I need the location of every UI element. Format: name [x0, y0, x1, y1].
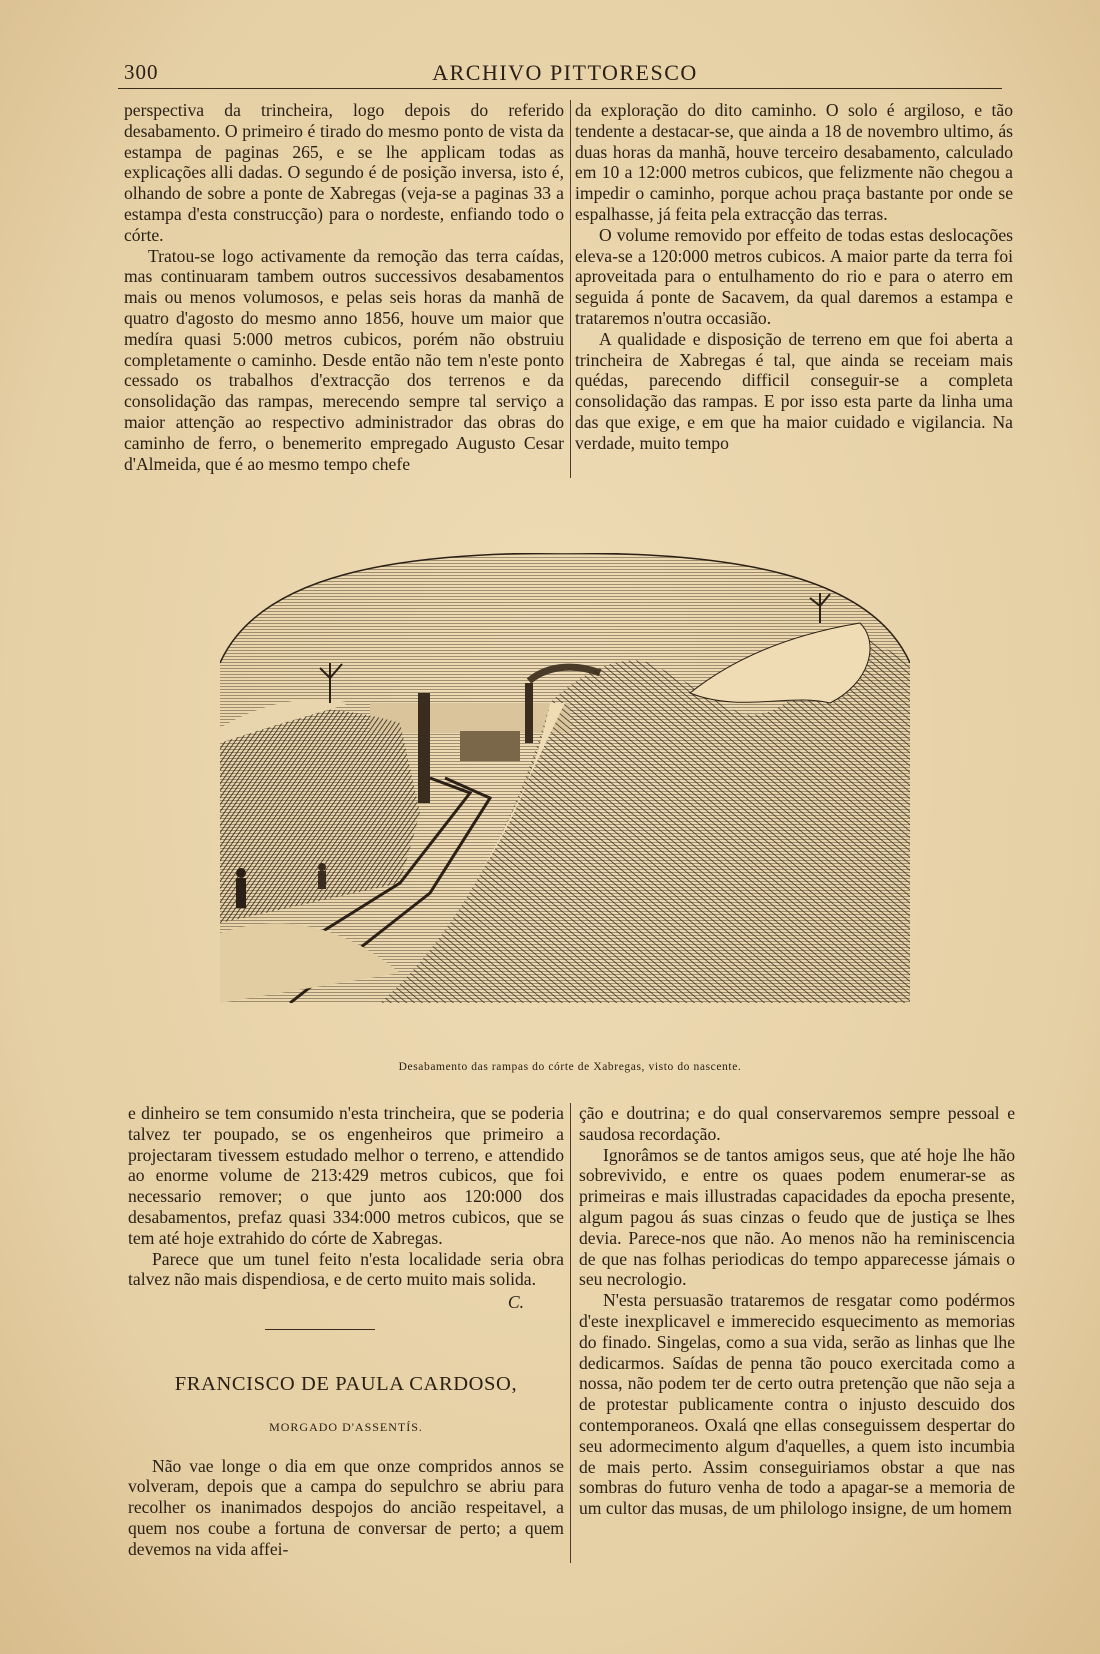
engraving-railway-cutting-icon	[220, 553, 910, 1003]
paragraph: Não vae longe o dia em que onze compridos annos se volveram, depois que a campa do sepulchro se abriu para recolher os inanimados despojos do ancião respeitavel, a quem nos coube a fortuna de conversar de perto; a quem devemos na vida affei-	[128, 1455, 564, 1559]
column-divider	[570, 100, 571, 478]
paragraph: perspectiva da trincheira, logo depois do referido desabamento. O primeiro é tirado do mesmo ponto de vista da estampa de paginas 265, e se lhe applicam todas as explicações alli dadas. O segundo é de posição inversa, isto é, olhando de sobre a ponte de Xabregas (veja-se a paginas 33 a estampa d'esta construcção) para o nordeste, enfiando todo o córte.	[124, 100, 564, 245]
page-number: 300	[124, 60, 159, 84]
bottom-right-column	[579, 1103, 1015, 1519]
paragraph: da exploração do dito caminho. O solo é argiloso, e tão tendente a destacar-se, que ainda a 18 de novembro ultimo, ás duas horas da manhã, houve terceiro desabamento, calculado em 10 a 12:000 metros cubicos, que felizmente não chegou a impedir o caminho, porque achou praça bastante por onde se espalhasse, já feita pela extracção das terras.	[575, 100, 1013, 224]
paragraph: N'esta persuasão trataremos de resgatar como podérmos d'este inexplicavel e immerecido esquecimento as memorias do finado. Singelas, como a sua vida, serão as linhas que lhe dedicarmos. Saídas de penna tão pouco exercitada como a nossa, não podem ter de certo outra pretenção que não seja a de protestar publicamente contra o injusto descuido dos contemporaneos. Oxalá qne ellas conseguissem despertar do seu adormecimento algum d'aquelles, a quem isto incumbia de mais perto. Assim conseguiriamos obstar a que nas sombras do futuro venha de todo a apagar-se a memoria de um cultor das musas, de um philologo insigne, de um homem	[579, 1290, 1015, 1519]
paragraph: Ignorâmos se de tantos amigos seus, que até hoje lhe hão sobrevivido, e entre os quaes podem enumerar-se as primeiras e mais illustradas capacidades da epocha presente, algum pagou ás suas cinzas o feudo que de justiça se lhes devia. Parece-nos que não. Ao menos não ha reminiscencia de que nas folhas periodicas do tempo apparecesse jámais o seu necrologio.	[579, 1144, 1015, 1290]
section-rule	[265, 1329, 375, 1330]
paragraph: Parece que um tunel feito n'esta localidade seria obra talvez não mais dispendiosa, e de certo muito mais solida.	[128, 1248, 564, 1290]
journal-title: ARCHIVO PITTORESCO	[432, 60, 698, 85]
paragraph: A qualidade e disposição de terreno em que foi aberta a trincheira de Xabregas é tal, que ainda se receiam mais quédas, parecendo difficil conseguir-se a completa consolidação das rampas. E por isso esta parte da linha uma das que exige, e em que ha maior cuidado e vigilancia. Na verdade, muito tempo	[575, 328, 1013, 453]
illustration-caption: Desabamento das rampas do córte de Xabregas, visto do nascente.	[398, 1061, 742, 1073]
top-right-column	[575, 100, 1013, 454]
header-rule	[118, 88, 1002, 89]
bottom-left-column	[128, 1103, 564, 1560]
paragraph: Tratou-se logo activamente da remoção das terra caídas, mas continuaram tambem outros successivos desabamentos mais ou menos volumosos, e pelas seis horas da manhã de quatro d'agosto do mesmo anno 1856, houve um maior que medíra quasi 5:000 metros cubicos, porém não obstruiu completamente o caminho. Desde então não tem n'este ponto cessado os trabalhos d'extracção dos terrenos e da consolidação das rampas, merecendo sempre tal serviço a maior attenção ao respectivo administrador das obras do caminho de ferro, o benemerito empregado Augusto Cesar d'Almeida, que é ao mesmo tempo chefe	[124, 245, 564, 474]
top-left-column	[124, 100, 564, 474]
paragraph: ção e doutrina; e do qual conservaremos sempre pessoal e saudosa recordação.	[579, 1103, 1015, 1144]
paragraph: e dinheiro se tem consumido n'esta trincheira, que se poderia talvez ter poupado, se os engenheiros que primeiro a projectaram tivessem estudado melhor o terreno, e attendido ao enorme volume de 213:429 metros cubicos, que foi necessario remover; o que junto aos 120:000 dos desabamentos, prefaz quasi 334:000 metros cubicos, que se tem até hoje extrahido do córte de Xabregas.	[128, 1103, 564, 1248]
paragraph: O volume removido por effeito de todas estas deslocações eleva-se a 120:000 metros cubicos. A maior parte da terra foi aproveitada para o entulhamento do rio e para o aterro em seguida á ponte de Sacavem, da qual daremos a estampa e trataremos n'outra occasião.	[575, 224, 1013, 328]
signature: C.	[507, 1292, 524, 1313]
article-title: FRANCISCO DE PAULA CARDOSO,	[174, 1372, 518, 1395]
article-subtitle: MORGADO D'ASSENTÍS.	[269, 1419, 423, 1434]
column-divider	[570, 1103, 571, 1563]
page-header	[118, 58, 1012, 88]
